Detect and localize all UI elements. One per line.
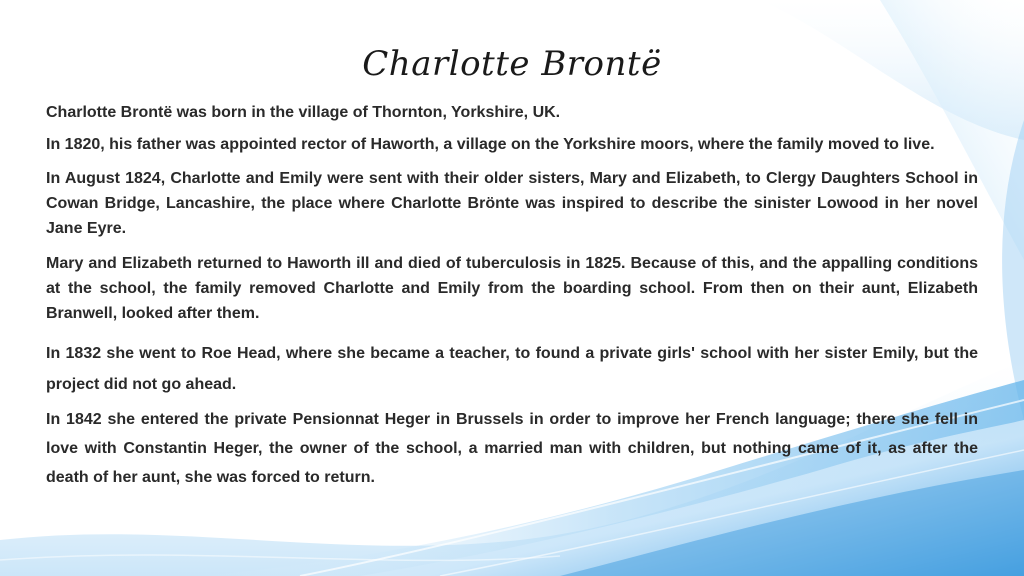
paragraph-haworth: In 1820, his father was appointed rector of Haworth, a village on the Yorkshire moors, where the family moved to live. <box>46 136 935 153</box>
paragraph-roe-head: In 1832 she went to Roe Head, where she became a teacher, to found a private girls' school with her sister Emily, but the project did not go ahead. <box>46 345 978 393</box>
paragraph-brussels: In 1842 she entered the private Pensionnat Heger in Brussels in order to improve her French language; there she fell in love with Constantin Heger, the owner of the school, a married man with children, but nothing came of it, as after the death of her aunt, she was forced to return. <box>46 411 978 486</box>
paragraph-sisters-death: Mary and Elizabeth returned to Haworth ill and died of tuberculosis in 1825. Because of this, and the appalling conditions at the school, the family removed Charlotte and Emily from the boarding school. From then on their aunt, Elizabeth Branwell, looked after them. <box>46 255 978 322</box>
slide-title: Charlotte Brontë <box>362 44 662 84</box>
body-text <box>46 100 978 492</box>
paragraph-birth: Charlotte Brontë was born in the village of Thornton, Yorkshire, UK. <box>46 104 561 121</box>
paragraph-cowan-bridge: In August 1824, Charlotte and Emily were sent with their older sisters, Mary and Elizabeth, to Clergy Daughters School in Cowan Bridge, Lancashire, the place where Charlotte Brönte was inspired to describe the sinister Lowood in her novel Jane Eyre. <box>46 170 978 237</box>
